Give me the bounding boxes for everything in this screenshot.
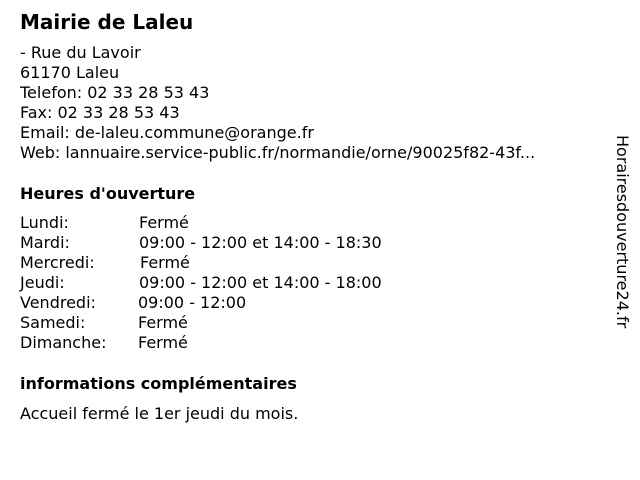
day-label: Dimanche: bbox=[20, 333, 107, 352]
day-label: Mercredi: bbox=[20, 253, 95, 272]
additional-info-heading: informations complémentaires bbox=[20, 374, 297, 393]
additional-info-text: Accueil fermé le 1er jeudi du mois. bbox=[20, 404, 299, 423]
day-label: Lundi: bbox=[20, 213, 69, 232]
website-link: Web: lannuaire.service-public.fr/normandie/orne/90025f82-43f... bbox=[20, 143, 536, 162]
day-hours: Fermé bbox=[140, 253, 190, 272]
opening-hours-heading: Heures d'ouverture bbox=[20, 184, 196, 203]
fax-number: Fax: 02 33 28 53 43 bbox=[20, 103, 180, 122]
day-label: Mardi: bbox=[20, 233, 70, 252]
email-address: Email: de-laleu.commune@orange.fr bbox=[20, 123, 314, 142]
day-hours: Fermé bbox=[139, 213, 189, 232]
contact-info bbox=[20, 43, 535, 163]
day-hours: 09:00 - 12:00 bbox=[138, 293, 247, 312]
day-hours: Fermé bbox=[138, 333, 188, 352]
day-hours: Fermé bbox=[138, 313, 188, 332]
day-label: Jeudi: bbox=[20, 273, 65, 292]
phone-number: Telefon: 02 33 28 53 43 bbox=[20, 83, 210, 102]
address-city: 61170 Laleu bbox=[20, 63, 120, 82]
day-hours: 09:00 - 12:00 et 14:00 - 18:00 bbox=[139, 273, 382, 292]
day-label: Vendredi: bbox=[20, 293, 96, 312]
address-street: - Rue du Lavoir bbox=[20, 43, 141, 62]
site-watermark: Horairesdouverture24.fr bbox=[613, 135, 632, 329]
page-title: Mairie de Laleu bbox=[20, 10, 194, 34]
day-hours: 09:00 - 12:00 et 14:00 - 18:30 bbox=[139, 233, 382, 252]
day-label: Samedi: bbox=[20, 313, 86, 332]
